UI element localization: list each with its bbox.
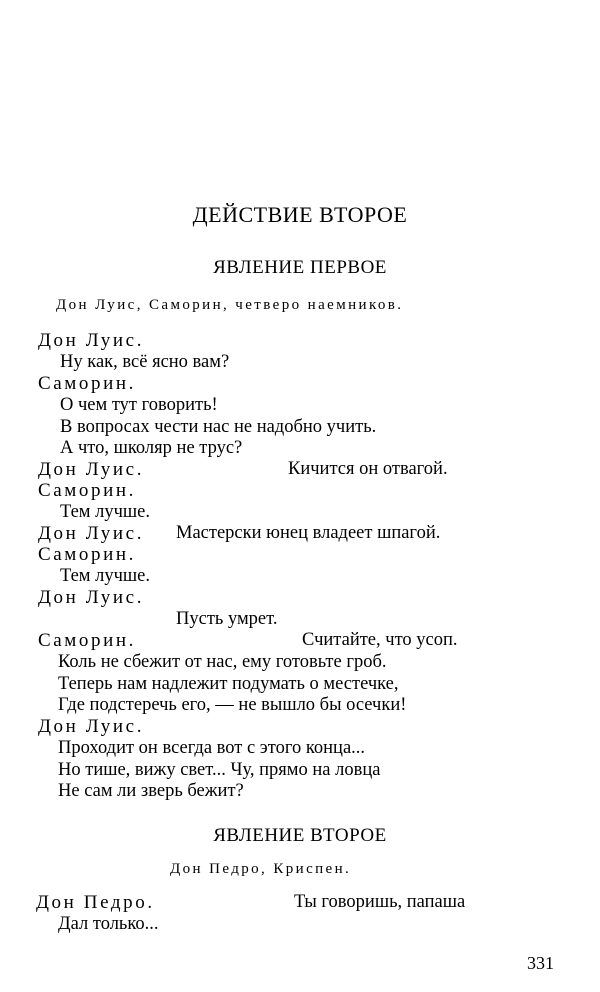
- speaker-name: Дон Луис.: [38, 523, 145, 544]
- verse-line: Тем лучше.: [60, 566, 151, 586]
- verse-line: О чем тут говорить!: [60, 395, 218, 415]
- verse-line: Тем лучше.: [60, 502, 151, 522]
- verse-line: Ты говоришь, папаша: [294, 892, 466, 912]
- verse-line: Где подстеречь его, — не вышло бы осечки!: [58, 695, 407, 715]
- stage-direction-cast: Дон Луис, Саморин, четверо наемников.: [56, 297, 404, 313]
- speaker-name: Дон Луис.: [38, 716, 145, 737]
- page-number: 331: [527, 953, 554, 973]
- verse-line: Коль не сбежит от нас, ему готовьте гроб.: [58, 652, 387, 672]
- speaker-name: Саморин.: [38, 373, 137, 394]
- verse-line: Не сам ли зверь бежит?: [58, 781, 244, 801]
- verse-line: Мастерски юнец владеет шпагой.: [176, 523, 441, 543]
- speaker-name: Дон Педро.: [36, 892, 155, 913]
- act-title: ДЕЙСТВИЕ ВТОРОЕ: [192, 202, 408, 227]
- speaker-name: Дон Луис.: [38, 459, 145, 480]
- verse-line: В вопросах чести нас не надобно учить.: [60, 417, 377, 437]
- verse-line: Проходит он всегда вот с этого конца...: [58, 738, 366, 758]
- speaker-name: Дон Луис.: [38, 330, 145, 351]
- verse-line: Но тише, вижу свет... Чу, прямо на ловца: [58, 760, 381, 780]
- verse-line: Дал только...: [58, 914, 159, 934]
- verse-line: А что, школяр не трус?: [60, 438, 243, 458]
- scene-title: ЯВЛЕНИЕ ВТОРОЕ: [213, 825, 387, 846]
- speaker-name: Саморин.: [38, 480, 137, 501]
- speaker-name: Саморин.: [38, 630, 137, 651]
- stage-direction-cast: Дон Педро, Криспен.: [170, 861, 352, 877]
- scene-title: ЯВЛЕНИЕ ПЕРВОЕ: [213, 257, 387, 278]
- verse-line: Считайте, что усоп.: [302, 630, 458, 650]
- verse-line: Теперь нам надлежит подумать о местечке,: [58, 674, 399, 694]
- speaker-name: Саморин.: [38, 544, 137, 565]
- verse-line: Ну как, всё ясно вам?: [60, 352, 230, 372]
- speaker-name: Дон Луис.: [38, 587, 145, 608]
- verse-line: Пусть умрет.: [176, 609, 278, 629]
- verse-line: Кичится он отвагой.: [288, 459, 448, 479]
